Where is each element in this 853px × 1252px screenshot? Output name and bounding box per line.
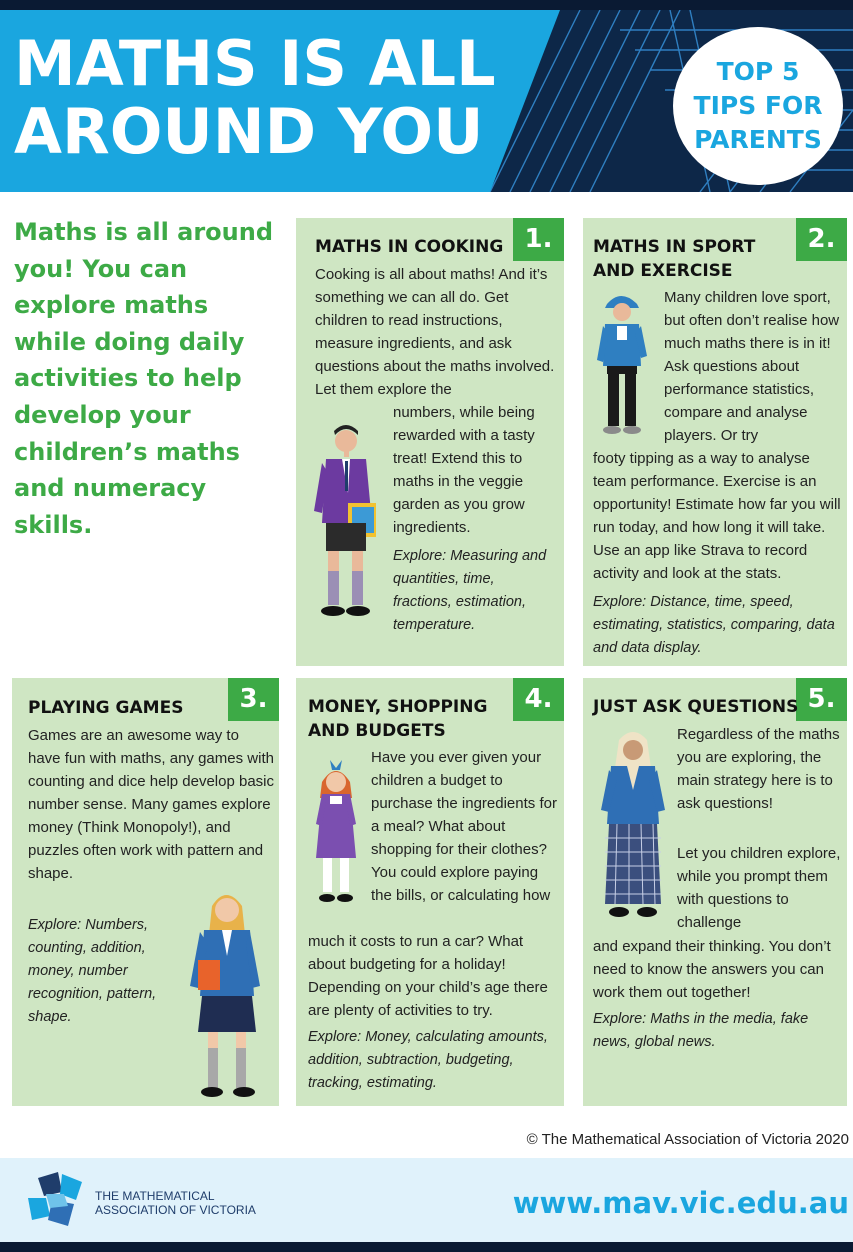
organisation-name — [95, 1189, 256, 1217]
header-banner — [0, 0, 853, 192]
tip-title: MATHS IN COOKING — [315, 237, 504, 257]
tip-title-line-2: AND EXERCISE — [593, 261, 733, 281]
tip-number: 4. — [513, 678, 564, 721]
tip-explore: Explore: Distance, time, speed, estimating, statistics, comparing, data and data display. — [593, 594, 835, 656]
intro-text: Maths is all around you! You can explore maths while doing daily activities to help develop your children’s maths and numeracy skills. — [14, 218, 274, 539]
tip-title-line-1: MATHS IN SPORT — [593, 237, 756, 257]
tip-body-side: numbers, while being rewarded with a tasty treat! Extend this to maths in the veggie garden as you grow ingredients. — [393, 404, 535, 536]
website-link[interactable]: www.mav.vic.edu.au — [512, 1186, 849, 1220]
student-with-books-illustration — [308, 423, 386, 633]
tip-body-side: Have you ever given your children a budget to purchase the ingredients for a meal? What about shopping for their clothes? You could explore paying the bills, or calculating how — [371, 749, 557, 904]
tip-explore: Explore: Maths in the media, fake news, global news. — [593, 1011, 809, 1050]
tip-body-side-2: Let you children explore, while you prompt them with questions to challenge — [677, 845, 841, 931]
tip-number: 3. — [228, 678, 279, 721]
top-tips-badge — [673, 27, 843, 185]
tip-title: PLAYING GAMES — [28, 698, 184, 718]
tip-explore: Explore: Money, calculating amounts, addition, subtraction, budgeting, tracking, estimating. — [308, 1029, 548, 1091]
tip-card-money — [296, 678, 564, 1106]
badge-line-1: TOP 5 — [716, 57, 800, 86]
page-title — [14, 27, 554, 168]
title-line-1: MATHS IS ALL — [14, 27, 496, 100]
tip-body: footy tipping as a way to analyse team performance. Exercise is an opportunity! Estimate how far you will run today, and how long it will take. Use an app like Strava to record activity and look at the stats. — [593, 450, 841, 582]
tip-number: 5. — [796, 678, 847, 721]
tip-body: Cooking is all about maths! And it’s something we can all do. Get children to read instructions, measure ingredients, and ask questions about the maths involved. Let them explore the — [315, 266, 555, 398]
header-top-bar — [0, 0, 853, 10]
tip-body: Games are an awesome way to have fun with maths, any games with counting and dice help develop basic number sense. Many games explore money (Think Monopoly!), and puzzles often work with pattern and shape. — [28, 727, 275, 882]
tip-number: 2. — [796, 218, 847, 261]
student-in-sports-uniform-illustration — [593, 290, 653, 438]
tip-explore: Explore: Measuring and quantities, time, fractions, estimation, temperature. — [393, 548, 547, 633]
copyright-notice: © The Mathematical Association of Victoria 2020 — [526, 1131, 849, 1148]
student-with-folder-illustration — [184, 886, 274, 1100]
badge-line-2: TIPS FOR — [693, 91, 823, 120]
footer-bottom-bar — [0, 1242, 853, 1252]
tip-card-sport — [583, 218, 847, 666]
tip-body-side: Regardless of the maths you are exploring, the main strategy here is to ask questions! — [677, 726, 840, 812]
mav-logo-icon — [24, 1168, 88, 1232]
young-student-illustration — [308, 754, 366, 910]
tip-explore: Explore: Numbers, counting, addition, money, number recognition, pattern, shape. — [28, 917, 157, 1025]
tip-card-games — [12, 678, 279, 1106]
student-in-hijab-illustration — [597, 728, 669, 922]
tip-card-questions — [583, 678, 847, 1106]
tip-title: JUST ASK QUESTIONS — [593, 697, 799, 717]
tip-body: much it costs to run a car? What about budgeting for a holiday! Depending on your child’s age there are plenty of activities to try. — [308, 933, 548, 1019]
tip-title-line-2: AND BUDGETS — [308, 721, 446, 741]
tip-title-line-1: MONEY, SHOPPING — [308, 697, 488, 717]
tip-number: 1. — [513, 218, 564, 261]
tip-card-cooking — [296, 218, 564, 666]
tip-body: and expand their thinking. You don’t need to know the answers you can work them out together! — [593, 938, 831, 1001]
organisation-name-line-1: THE MATHEMATICAL — [95, 1189, 215, 1203]
organisation-name-line-2: ASSOCIATION OF VICTORIA — [95, 1203, 256, 1217]
title-line-2: AROUND YOU — [14, 95, 484, 168]
tip-body-side: Many children love sport, but often don’t realise how much maths there is in it! Ask questions about performance statistics, compare and analyse players. Or try — [664, 289, 840, 444]
badge-line-3: PARENTS — [694, 125, 822, 154]
